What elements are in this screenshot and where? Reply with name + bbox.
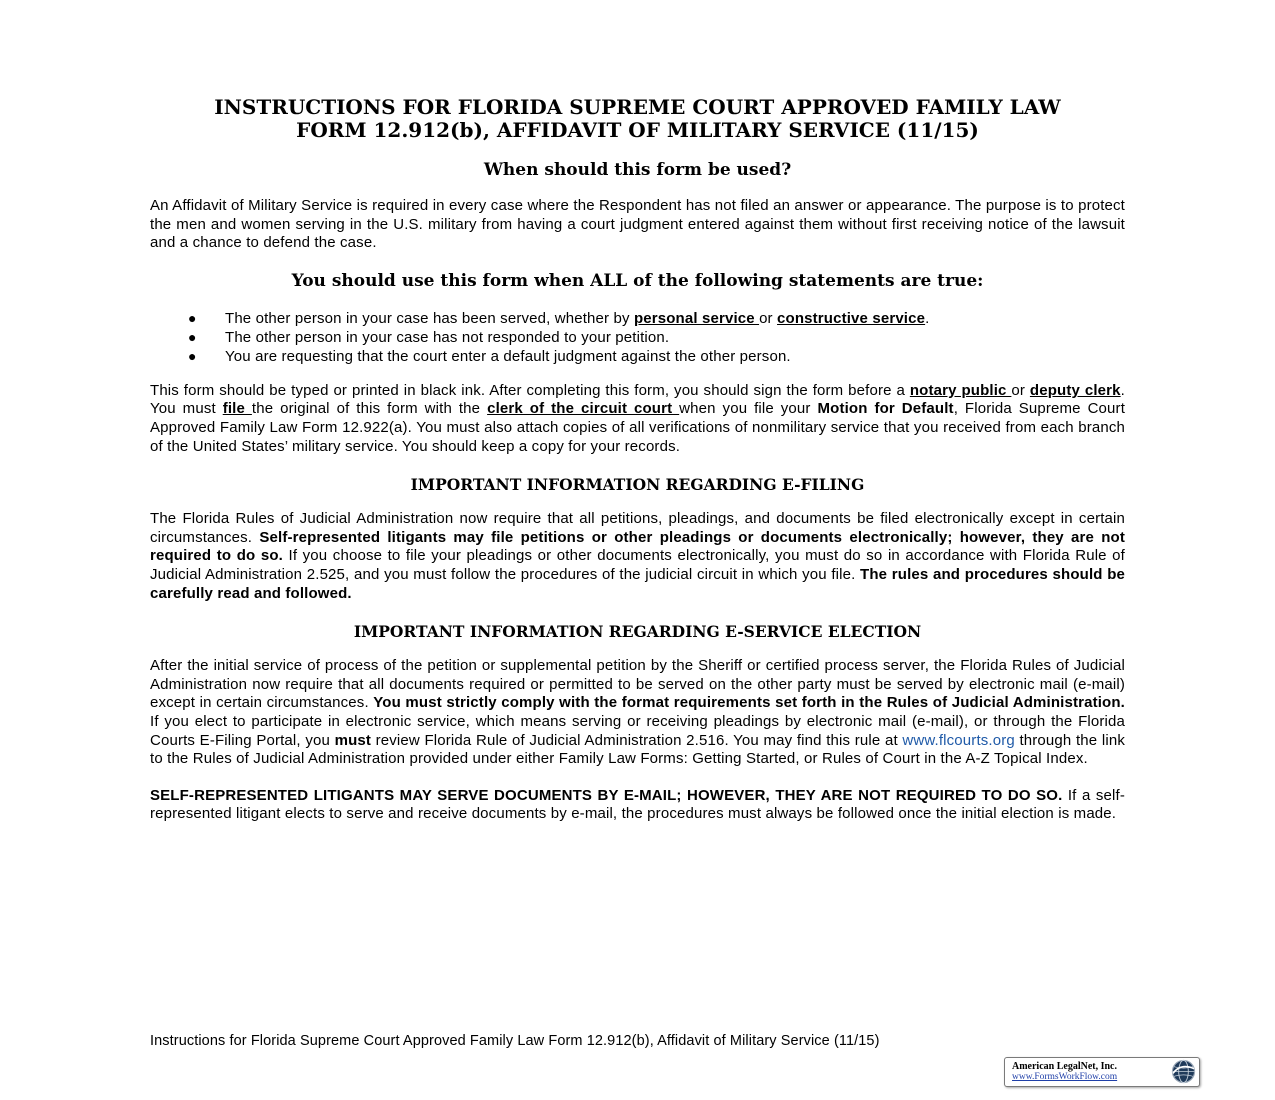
notary-public-term: notary public xyxy=(909,381,1012,399)
deputy-clerk-term: deputy clerk xyxy=(1029,381,1121,399)
logo-company-name: American LegalNet, Inc. xyxy=(1012,1061,1117,1072)
list-item: ● The other person in your case has not responded to your petition. xyxy=(188,328,670,346)
list-item: ● The other person in your case has been served, whether by personal service or constructive service. xyxy=(188,309,930,327)
bullet-icon: ● xyxy=(188,328,197,345)
logo-url[interactable]: www.FormsWorkFlow.com xyxy=(1012,1072,1118,1082)
use-heading: You should use this form when ALL of the following statements are true: xyxy=(291,270,984,291)
constructive-service-term: constructive service xyxy=(777,309,926,327)
page-footer: Instructions for Florida Supreme Court Approved Family Law Form 12.912(b), Affidavit of Military Service (11/15) xyxy=(150,1033,880,1049)
personal-service-term: personal service xyxy=(633,309,760,327)
motion-for-default: Motion for Default xyxy=(817,400,954,418)
file-term: file xyxy=(222,400,252,418)
clerk-term: clerk of the circuit court xyxy=(487,400,680,418)
list-item: ● You are requesting that the court enter a default judgment against the other person. xyxy=(188,347,791,365)
title-line-2: FORM 12.912(b), AFFIDAVIT OF MILITARY SERVICE (11/15) xyxy=(296,118,979,142)
globe-icon xyxy=(1171,1059,1196,1084)
american-legalnet-logo[interactable] xyxy=(1004,1057,1200,1087)
eservice-heading: IMPORTANT INFORMATION REGARDING E-SERVICE ELECTION xyxy=(353,622,922,642)
flcourts-link[interactable]: www.flcourts.org xyxy=(902,731,1015,749)
bullet-icon: ● xyxy=(188,347,197,364)
title-line-1: INSTRUCTIONS FOR FLORIDA SUPREME COURT APPROVED FAMILY LAW xyxy=(214,95,1061,119)
efiling-paragraph: The Florida Rules of Judicial Administration now require that all petitions, pleadings, and documents be filed electronically except in certain circumstances. Self-represented litigants may file petitions or other pleadings or documents electronically; however, they are not required to do so. If you choose to file your pleadings or other documents electronically, you must do so in accordance with Florida Rule of Judicial Administration 2.525, and you must follow the procedures of the judicial circuit in which you file. The rules and procedures should be carefully read and followed. xyxy=(150,510,1126,602)
conditions-list xyxy=(150,309,1125,366)
document-page xyxy=(150,96,1125,824)
document-title xyxy=(150,96,1125,142)
when-paragraph: An Affidavit of Military Service is required in every case where the Respondent has not filed an answer or appearance. The purpose is to protect the men and women serving in the U.S. military from having a court judgment entered against them without first receiving notice of the lawsuit and a chance to defend the case. xyxy=(150,197,1125,252)
when-heading: When should this form be used? xyxy=(483,160,792,180)
eservice-paragraph: After the initial service of process of the petition or supplemental petition by the Sheriff or certified process server, the Florida Rules of Judicial Administration now require that all documents required or permitted to be served on the other party must be served by electronic mail (e-mail) except in certain circumstances. You must strictly comply with the format requirements set forth in the Rules of Judicial Administration. If you elect to participate in electronic service, which means serving or receiving pleadings by electronic mail (e-mail), or through the Florida Courts E-Filing Portal, you must review Florida Rule of Judicial Administration 2.516. You may find this rule at www.flcourts.org through the link to the Rules of Judicial Administration provided under either Family Law Forms: Getting Started, or Rules of Court in the A-Z Topical Index. xyxy=(150,657,1125,768)
efiling-heading: IMPORTANT INFORMATION REGARDING E-FILING xyxy=(410,475,865,495)
self-represented-paragraph: SELF-REPRESENTED LITIGANTS MAY SERVE DOCUMENTS BY E-MAIL; HOWEVER, THEY ARE NOT REQUIRED TO DO SO. If a self-represented litigant elects to serve and receive documents by e-mail, the procedures must always be followed once the initial election is made. xyxy=(150,786,1125,823)
instructions-paragraph: This form should be typed or printed in black ink. After completing this form, you should sign the form before a notary public or deputy clerk. You must file the original of this form with the clerk of the circuit court when you file your Motion for Default, Florida Supreme Court Approved Family Law Form 12.922(a). You must also attach copies of all verifications of nonmilitary service that you received from each branch of the United States’ military service. You should keep a copy for your records. xyxy=(150,381,1126,455)
bullet-icon: ● xyxy=(188,309,197,326)
